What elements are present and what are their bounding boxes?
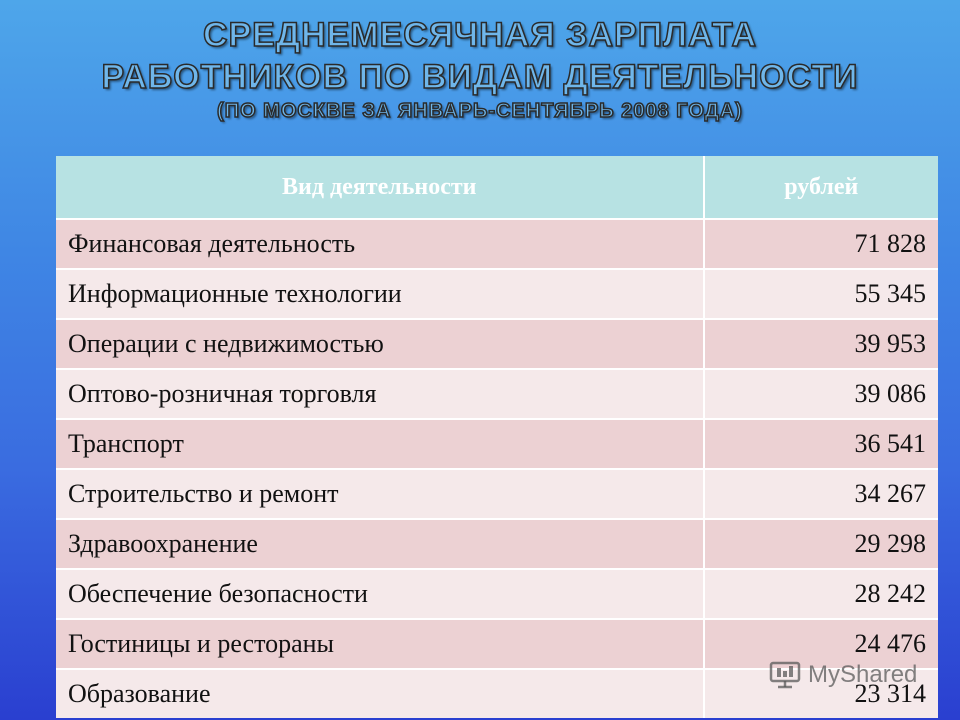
presentation-icon <box>768 660 802 690</box>
salary-value: 36 541 <box>704 419 938 469</box>
activity-name: Операции с недвижимостью <box>56 319 704 369</box>
table-row <box>56 319 938 369</box>
table-row <box>56 219 938 269</box>
table-header-row <box>56 156 938 219</box>
watermark-text: MyShared <box>808 661 918 688</box>
table-row <box>56 469 938 519</box>
activity-name: Образование <box>56 669 704 718</box>
column-header-activity: Вид деятельности <box>56 156 704 219</box>
watermark <box>768 658 938 692</box>
table-row <box>56 519 938 569</box>
salary-value: 29 298 <box>704 519 938 569</box>
activity-name: Информационные технологии <box>56 269 704 319</box>
activity-name: Обеспечение безопасности <box>56 569 704 619</box>
table-row <box>56 419 938 469</box>
activity-name: Оптово-розничная торговля <box>56 369 704 419</box>
table-row <box>56 369 938 419</box>
activity-name: Здравоохранение <box>56 519 704 569</box>
activity-name: Гостиницы и рестораны <box>56 619 704 669</box>
activity-name: Транспорт <box>56 419 704 469</box>
title-subtitle: (ПО МОСКВЕ ЗА ЯНВАРЬ-СЕНТЯБРЬ 2008 ГОДА) <box>217 100 743 122</box>
salary-value: 55 345 <box>704 269 938 319</box>
salary-value: 34 267 <box>704 469 938 519</box>
title-line-2: РАБОТНИКОВ ПО ВИДАМ ДЕЯТЕЛЬНОСТИ <box>101 58 859 96</box>
salary-value: 28 242 <box>704 569 938 619</box>
salary-value: 39 086 <box>704 369 938 419</box>
salary-value: 24 476 <box>704 619 938 669</box>
salary-table <box>56 156 938 718</box>
salary-value: 23 314 <box>704 669 938 718</box>
activity-name: Финансовая деятельность <box>56 219 704 269</box>
table-row <box>56 569 938 619</box>
title-line-1: СРЕДНЕМЕСЯЧНАЯ ЗАРПЛАТА <box>202 16 758 54</box>
activity-name: Строительство и ремонт <box>56 469 704 519</box>
salary-value: 71 828 <box>704 219 938 269</box>
column-header-rubles: рублей <box>704 156 938 219</box>
salary-value: 39 953 <box>704 319 938 369</box>
table-row <box>56 269 938 319</box>
page-title <box>0 14 960 124</box>
